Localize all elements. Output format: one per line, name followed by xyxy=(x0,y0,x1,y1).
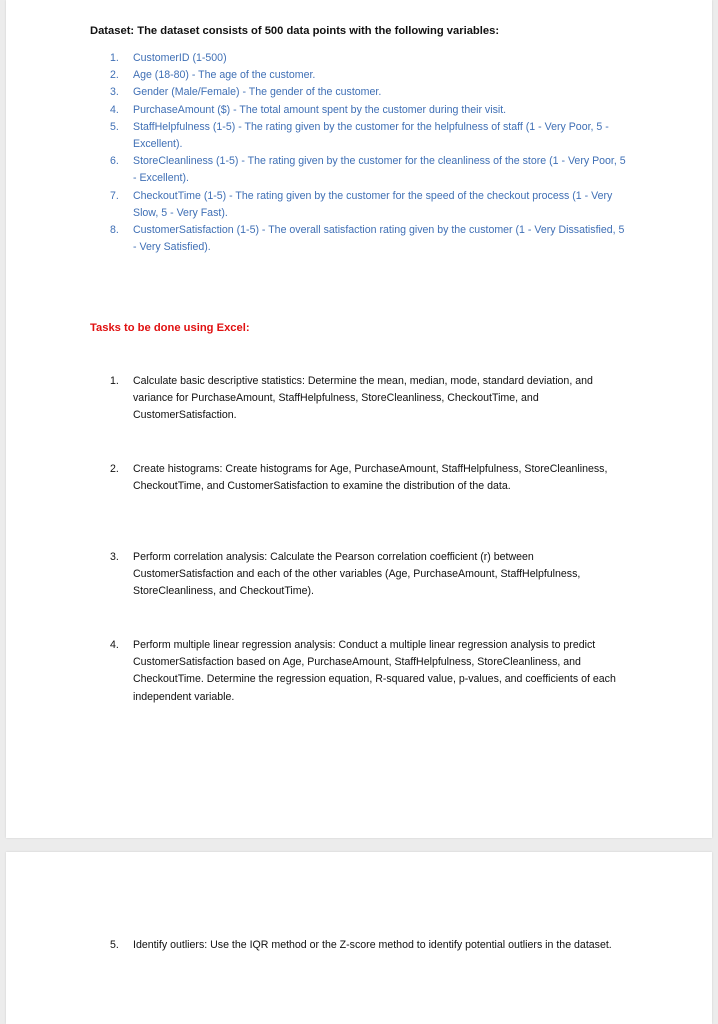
list-item-number: 4. xyxy=(110,103,119,116)
list-item xyxy=(110,84,630,101)
list-item-number: 7. xyxy=(110,189,119,202)
list-item xyxy=(110,67,630,84)
task-item xyxy=(110,549,632,601)
list-item-number: 8. xyxy=(110,224,119,237)
list-item-text: StaffHelpfulness (1-5) - The rating given by the customer for the helpfulness of staff (1 - Very Poor, 5 - Excellent). xyxy=(133,120,609,151)
task-text: Calculate basic descriptive statistics: Determine the mean, median, mode, standard deviation, and variance for PurchaseAmount, StaffHelpfulness, StoreCleanliness, CheckoutTime, and CustomerSatisfaction. xyxy=(133,375,593,422)
task-number: 3. xyxy=(110,551,119,563)
list-item xyxy=(110,50,630,67)
task-number: 1. xyxy=(110,375,119,387)
list-item xyxy=(110,102,630,119)
list-item-text: CustomerID (1-500) xyxy=(133,52,227,64)
list-item-number: 3. xyxy=(110,86,119,99)
task-number: 4. xyxy=(110,639,119,651)
task-item xyxy=(110,937,632,954)
task-text: Identify outliers: Use the IQR method or the Z-score method to identify potential outliers in the dataset. xyxy=(133,939,612,951)
list-item-text: Gender (Male/Female) - The gender of the customer. xyxy=(133,86,382,99)
list-item-number: 1. xyxy=(110,52,119,64)
task-text: Perform multiple linear regression analysis: Conduct a multiple linear regression analysis to predict CustomerSatisfaction based on Age, PurchaseAmount, StaffHelpfulness, StoreCleanliness, and CheckoutTime. Determine the regression equation, R-squared value, p-values, and coefficients of each independent variable. xyxy=(133,639,616,703)
task-number: 5. xyxy=(110,939,119,951)
variable-list xyxy=(110,50,630,256)
task-text: Perform correlation analysis: Calculate the Pearson correlation coefficient (r) between CustomerSatisfaction and each of the other variables (Age, PurchaseAmount, StaffHelpfulness, StoreCleanliness, and CheckoutTime). xyxy=(133,551,581,598)
list-item xyxy=(110,222,630,256)
list-item-text: CheckoutTime (1-5) - The rating given by the customer for the speed of the checkout process (1 - Very Slow, 5 - Very Fast). xyxy=(133,189,613,219)
document-page-1 xyxy=(6,0,712,838)
list-item-number: 6. xyxy=(110,155,119,168)
document-page-2 xyxy=(6,852,712,1024)
task-number: 2. xyxy=(110,463,119,475)
list-item xyxy=(110,153,630,187)
task-item xyxy=(110,373,632,425)
list-item xyxy=(110,119,630,153)
task-item xyxy=(110,637,632,706)
list-item-number: 5. xyxy=(110,120,119,133)
list-item xyxy=(110,188,630,222)
list-item-text: PurchaseAmount ($) - The total amount spent by the customer during their visit. xyxy=(133,103,507,116)
list-item-text: StoreCleanliness (1-5) - The rating given by the customer for the cleanliness of the store (1 - Very Poor, 5 - Excellent). xyxy=(133,155,626,185)
dataset-heading: Dataset: The dataset consists of 500 data points with the following variables: xyxy=(90,25,500,37)
task-text: Create histograms: Create histograms for Age, PurchaseAmount, StaffHelpfulness, StoreCleanliness, CheckoutTime, and CustomerSatisfaction to examine the distribution of the data. xyxy=(133,463,608,493)
list-item-text: CustomerSatisfaction (1-5) - The overall satisfaction rating given by the customer (1 - Very Dissatisfied, 5 - Very Satisfied). xyxy=(133,224,625,254)
list-item-number: 2. xyxy=(110,69,119,82)
list-item-text: Age (18-80) - The age of the customer. xyxy=(133,69,316,82)
task-item xyxy=(110,461,632,495)
tasks-heading: Tasks to be done using Excel: xyxy=(90,322,250,334)
